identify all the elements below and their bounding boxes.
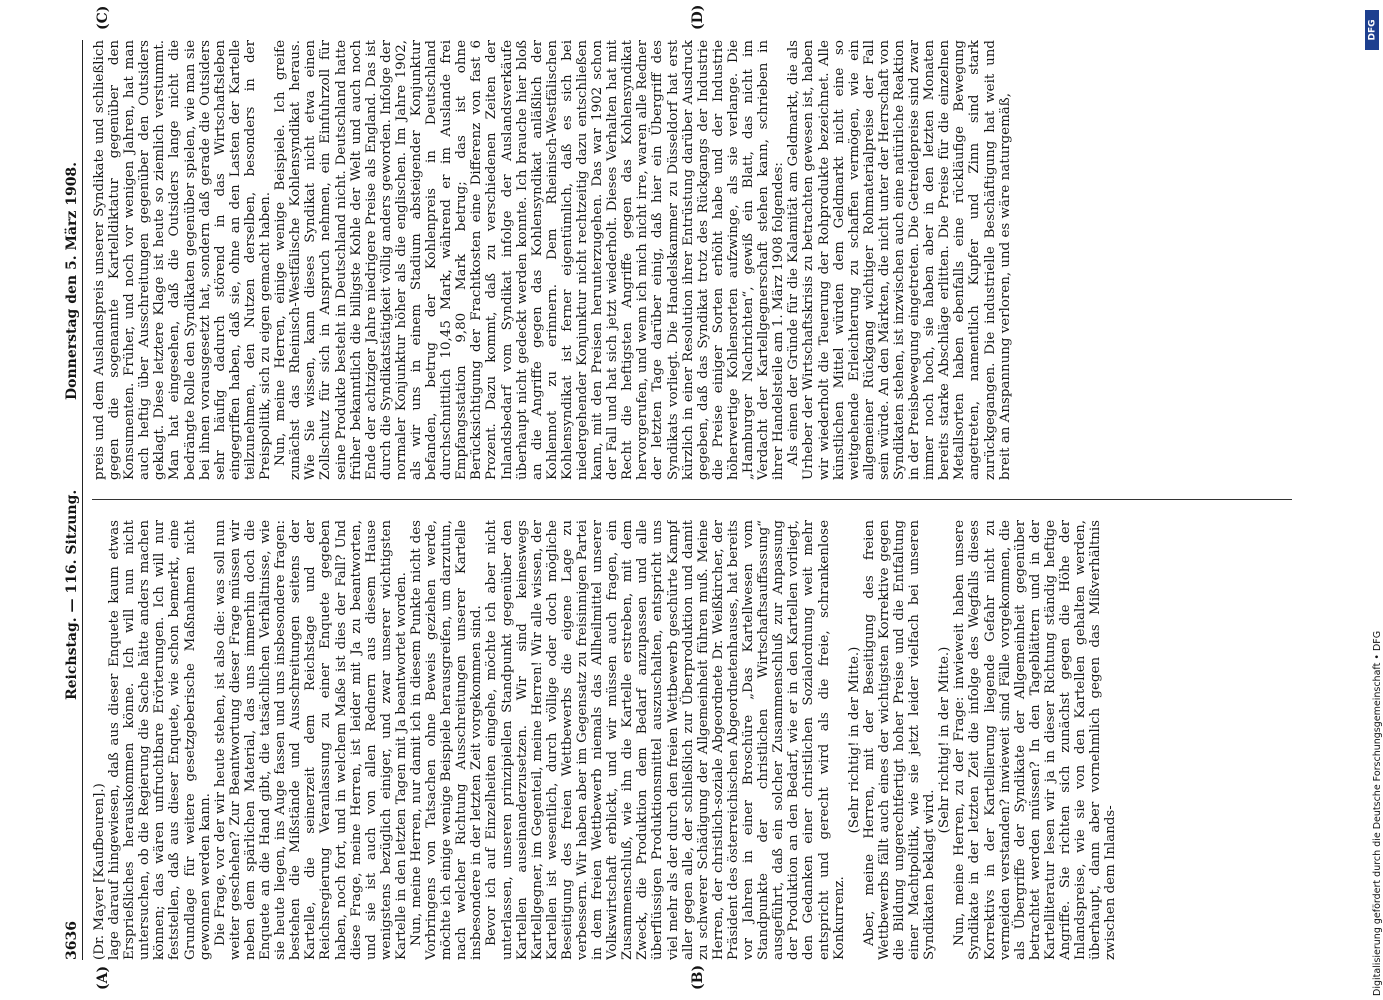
left-paragraph: Aber, meine Herren, mit der Beseitigung des freien Wettbewerbs fällt auch eines der wichtigsten Korrektive gegen die Bildung ungerechtfertigt hoher Preise und die Entfaltung einer Machtpolitik, wie sie jetzt leider vielfach bei unseren Syndikaten beklagt wird.	[861, 520, 938, 960]
margin-marker-a: (A)	[95, 965, 111, 990]
page-number: 3636	[64, 921, 80, 960]
left-paragraph: Nun, meine Herren, nur damit ich in diesem Punkte nicht des Vorbringens von Tatsachen ohne Beweis geziehen werde, möchte ich einige wenige Beispiele herausgreifen, um darzutun, nach welcher Richtung Ausschreitungen unserer Kartelle insbesondere in der letzten Zeit vorgekommen sind.	[408, 520, 485, 960]
margin-marker-b: (B)	[690, 964, 706, 990]
side-credit	[1372, 56, 1382, 996]
header-left-title: Reichstag. — 116. Sitzung.	[64, 489, 80, 700]
dfg-badge-label: DFG	[1367, 19, 1378, 41]
right-paragraph: Nun, meine Herren, einige wenige Beispiele. Ich greife zunächst das Rheinisch-Westfälische Kohlensyndikat heraus. Wie Sie wissen, kann dieses Syndikat nicht etwa einen Zollschutz für sich in Anspruch nehmen, ein Einfuhrzoll für seine Produkte besteht in Deutschland nicht. Deutschland hatte früher bekanntlich die billigste Kohle der Welt und auch noch Ende der achtziger Jahre niedrigere Preise als England. Das ist durch die Syndikatstätigkeit völlig anders geworden. Infolge der normaler Konjunktur höher als die englischen. Im Jahre 1902, als wir uns in einem Stadium absteigender Konjunktur befanden, betrug der Kohlenpreis in Deutschland durchschnittlich 10,45 Mark, während er im Auslande frei Empfangsstation 9,80 Mark betrug; das ist ohne Berücksichtigung der Frachtkosten eine Differenz von fast 6 Prozent. Dazu kommt, daß zu verschiedenen Zeiten der Inlandsbedarf vom Syndikat infolge der Auslandsverkäufe überhaupt nicht gedeckt werden konnte. Ich brauche hier bloß an die Angriffe gegen das Kohlensyndikat anläßlich der Kohlennot zu erinnern. Dem Rheinisch-Westfälischen Kohlensyndikat ist ferner eigentümlich, daß es sich bei niedergehender Konjunktur nicht rechtzeitig dazu entschließen kann, mit den Preisen herunterzugehen. Das war 1902 schon der Fall und hat sich jetzt wiederholt. Dieses Verhalten hat mit Recht die heftigsten Angriffe gegen das Kohlensyndikat hervorgerufen, und wenn ich mich nicht irre, waren alle Redner der letzten Tage darüber einig, daß hier ein Übergriff des Syndikats vorliegt. Die Handelskammer zu Düsseldorf hat erst kürzlich in einer Resolution ihrer Entrüstung darüber Ausdruck gegeben, daß das Syndikat trotz des Rückgangs der Industrie die Preise einiger Sorten erhöht habe und der Industrie höherwertige Kohlensorten aufzwinge, als sie verlange. Die „Hamburger Nachrichten“, gewiß ein Blatt, das nicht im Verdacht der Kartellgegnerschaft stehen kann, schrieben in ihrer Handelsteile am 1. März 1908 folgendes:	[273, 40, 787, 480]
right-paragraph: preis und dem Auslandspreis unserer Syndikate und schließlich gegen die sogenannte Kartelldiktatur gegenüber den Konsumenten. Früher, und noch vor wenigen Jahren, hat man auch heftig über Ausschreitungen gegenüber den Outsiders geklagt. Diese letztere Klage ist heute so ziemlich verstummt. Man hat eingesehen, daß die Outsiders lange nicht die bedrängte Rolle den Syndikaten gegenüber spielen, wie man sie bei ihnen vorausgesetzt hat, sondern daß gerade die Outsiders sehr häufig dadurch störend in das Wirtschaftsleben eingegriffen haben, daß sie, ohne an den Lasten der Kartelle teilzunehmen, den Nutzen derselben, besonders in der Preispolitik, sich zu eigen gemacht haben.	[92, 40, 274, 480]
left-paragraph: (Dr. Mayer [Kaufbeuren].)	[92, 783, 107, 960]
left-paragraph: Nun, meine Herren, zu der Frage: inwieweit haben unsere Syndikate in der letzten Zeit die infolge des Wegfalls dieses Korrektivs in der Kartellierung liegende Gefahr nicht zu vermeiden verstanden? inwieweit sind Fälle vorgekommen, die als Übergriffe der Syndikate der Allgemeinheit gegenüber betrachtet werden müssen? In den Tageblättern und in der Kartelliteratur lesen wir ja in dieser Richtung ständig heftige Angriffe. Sie richten sich zunächst gegen die Höhe der Inlandspreise, wie sie von den Kartellen gehalten werden, überhaupt, dann aber vornehmlich gegen das Mißverhältnis zwischen dem Inlands-	[952, 520, 1119, 960]
left-paragraph: Bevor ich auf Einzelheiten eingehe, möchte ich aber nicht unterlassen, unseren prinzipiellen Standpunkt gegenüber den Kartellen auseinanderzusetzen. Wir sind keineswegs Kartellgegner, im Gegenteil, meine Herren! Wir alle wissen, der Kartellen ist wesentlich, durch völlige oder doch mögliche Beseitigung des freien Wettbewerbs die eigene Lage zu verbessern. Wir haben aber im Gegensatz zu freisinnigen Partei in dem freien Wettbewerb niemals das Allheilmittel unserer Volkswirtschaft erblickt, und wir müssen auch fragen, ein Zusammenschluß, wie ihn die Kartelle erstreben, mit dem Zweck, die Produktion dem Bedarf anzupassen und alle überflüssigen Produktionsmittel auszuschalten, entspricht uns viel mehr als der durch den freien Wettbewerb geschürte Kampf aller gegen alle, der schließlich zur Überproduktion und damit zu schwerer Schädigung der Allgemeinheit führen muß. Meine Herren, der christlich-soziale Abgeordnete Dr. Weißkircher, der Präsident des österreichischen Abgeordnetenhauses, hat bereits vor Jahren in einer Broschüre „Das Kartellwesen vom Standpunkte der christlichen Wirtschaftsauffassung“ ausgeführt, daß ein solcher Zusammenschluß zur Anpassung der Produktion an den Bedarf, wie er in den Kartellen vorliegt, den Gedanken einer christlichen Sozialordnung weit mehr entspricht und gerecht wird als die freie, schrankenlose Konkurrenz.	[484, 520, 847, 960]
left-paragraph: (Sehr richtig! in der Mitte.)	[937, 646, 953, 834]
left-paragraph: lage darauf hingewiesen, daß aus dieser Enquete kaum etwas Ersprießliches herauskommen könne. Ich will nun nicht untersuchen, ob die Regierung die Sache hätte anders machen können; das wären unfruchtbare Erörterungen. Ich will nur feststellen, daß aus dieser Enquete, wie schon bemerkt, eine Grundlage für weitere gesetzgeberische Maßnahmen nicht gewonnen werden kann.	[107, 520, 213, 960]
left-paragraph: Die Frage, vor der wir heute stehen, ist also die: was soll nun weiter geschehen? Zur Beantwortung dieser Frage müssen wir neben dem spärlichen Material, das uns immerhin doch die Enquete an die Hand gibt, die tatsächlichen Verhältnisse, wie sie heute liegen, ins Auge fassen und uns insbesondere fragen: bestehen die Mißstände und Ausschreitungen seitens der Kartelle, die seinerzeit dem Reichstage und der Reichsregierung Veranlassung zu einer Enquete gegeben haben, noch fort, und in welchem Maße ist dies der Fall? Und diese Frage, meine Herren, ist leider mit Ja zu beantworten, und sie ist auch von allen Rednern aus diesem Hause wenigstens bezüglich einiger, und zwar unserer wichtigsten Kartelle in den letzten Tagen mit Ja beantwortet worden.	[212, 520, 409, 960]
margin-marker-d: (D)	[690, 4, 706, 30]
right-paragraph: Als einen der Gründe für die Kalamität am Geldmarkt, die als Urheber der Wirtschaftskrisis zu betrachten gewesen ist, haben wir wiederholt die Teuerung der Rohprodukte bezeichnet. Alle künstlichen Mittel würden dem Geldmarkt nicht eine so weitgehende Erleichterung zu schaffen vermögen, wie ein allgemeiner Rückgang wichtiger Rohmaterialpreise der Fall sein würde. An den Märkten, die nicht unter der Herrschaft von Syndikaten stehen, ist inzwischen auch eine natürliche Reaktion in der Preisbewegung eingetreten. Die Getreidepreise sind zwar immer noch hoch, sie haben aber in den letzten Monaten bereits starke Abschläge erlitten. Die Preise für die einzelnen Metallsorten haben ebenfalls eine rückläufige Bewegung angetreten, namentlich Kupfer und Zinn sind stark zurückgegangen. Die industrielle Beschäftigung hat weit und breit an Anspannung verloren, und es wäre naturgemäß,	[786, 40, 1013, 480]
header-rule	[82, 40, 83, 960]
header-right-title: Donnerstag den 5. März 1908.	[64, 161, 80, 400]
left-paragraph: (Sehr richtig! in der Mitte.)	[846, 646, 862, 834]
text-column-left	[92, 520, 1292, 960]
text-column-right	[92, 40, 1292, 480]
dfg-badge	[1365, 10, 1379, 50]
column-divider	[92, 499, 1292, 500]
side-credit-text: Digitalisierung gefördert durch die Deutsche Forschungsgemeinschaft • DFG	[1372, 630, 1383, 996]
margin-marker-c: (C)	[95, 5, 111, 30]
